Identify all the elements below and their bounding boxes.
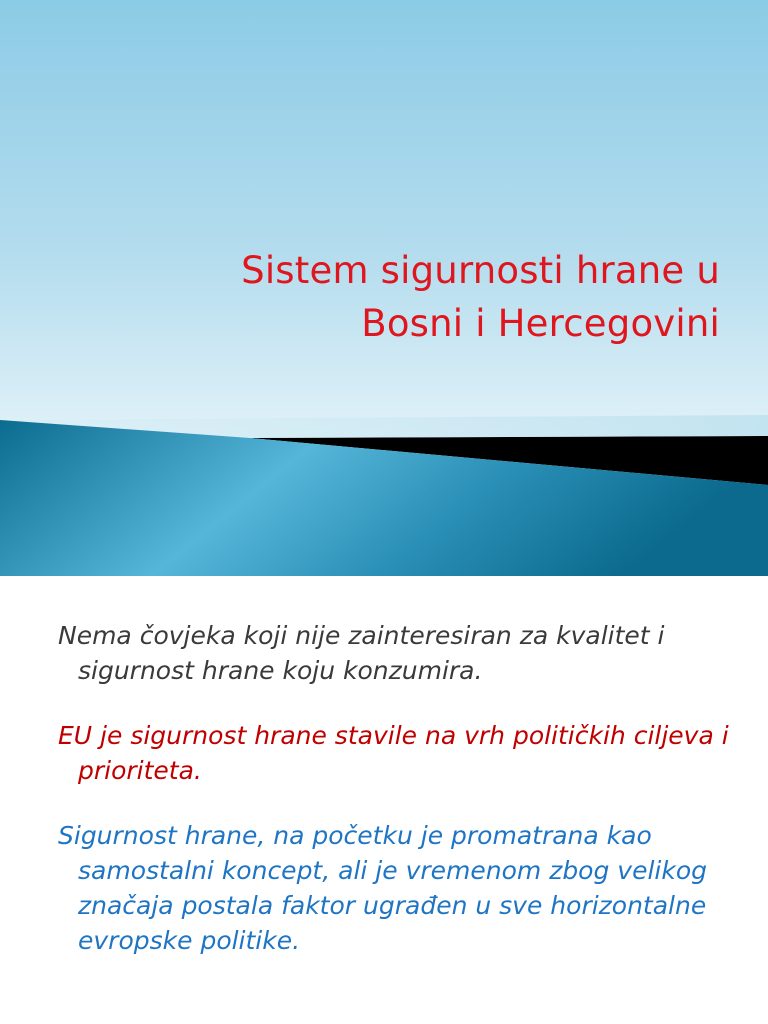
note-paragraph-3: Sigurnost hrane, na početku je promatrana kao samostalni koncept, ali je vremenom zbog velikog značaja postala faktor ugrađen u sve horizontalne evropske politike.: [58, 821, 708, 955]
note-paragraph-1: Nema čovjeka koji nije zainteresiran za kvalitet i sigurnost hrane koju konzumira.: [58, 621, 665, 685]
notes-body: [58, 618, 748, 988]
slide-title: [100, 244, 720, 350]
slide-title-line-2: Bosni i Hercegovini: [361, 302, 720, 345]
slide-title-line-1: Sistem sigurnosti hrane u: [241, 249, 720, 292]
note-paragraph-2: EU je sigurnost hrane stavile na vrh političkih ciljeva i prioriteta.: [58, 721, 729, 785]
